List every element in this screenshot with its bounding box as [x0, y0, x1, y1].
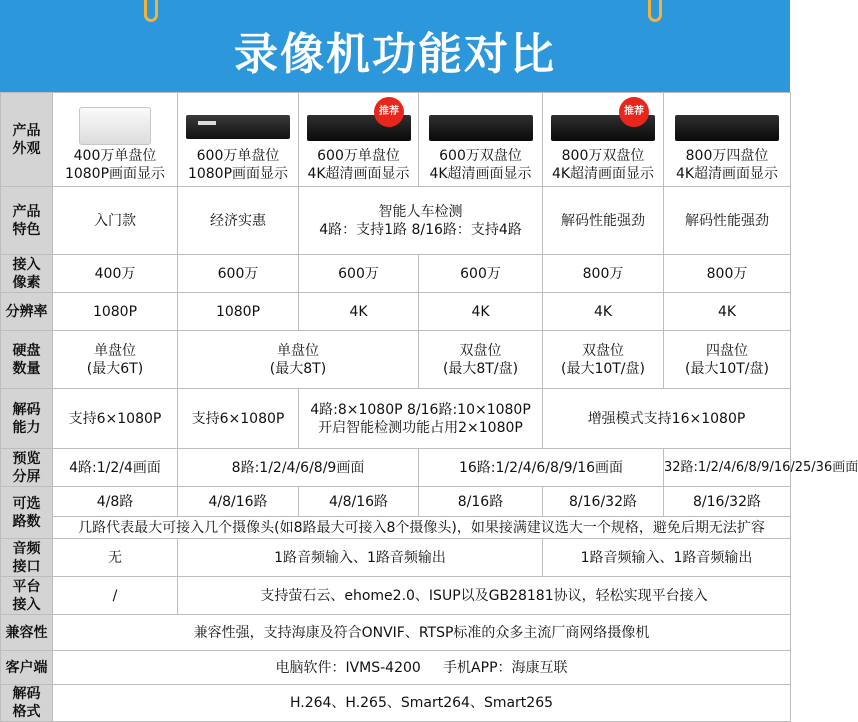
feature-cell: 经济实惠 — [178, 187, 299, 255]
product-display: 1080P画面显示 — [64, 165, 166, 182]
row-header-features: 产品 特色 — [1, 187, 53, 255]
row-codec — [1, 685, 791, 722]
resolution-cell: 1080P — [53, 293, 178, 331]
row-compat — [1, 615, 791, 651]
disk-cell: 双盘位 (最大8T/盘) — [419, 331, 543, 389]
page-title: 录像机功能对比 — [234, 29, 556, 80]
preview-cell: 32路:1/2/4/6/8/9/16/25/36画面 — [664, 449, 791, 487]
row-audio — [1, 539, 791, 577]
row-channels-note — [1, 517, 791, 539]
row-channels — [1, 487, 791, 517]
row-decode — [1, 389, 791, 449]
product-image — [178, 103, 298, 145]
pixel-cell: 400万 — [53, 255, 178, 293]
resolution-cell: 4K — [419, 293, 543, 331]
row-header-disk: 硬盘 数量 — [1, 331, 53, 389]
product-cell — [664, 93, 791, 187]
disk-cell: 四盘位 (最大10T/盘) — [664, 331, 791, 389]
pixel-cell: 600万 — [178, 255, 299, 293]
product-name: 600万双盘位 — [439, 147, 522, 164]
channel-cell: 4/8路 — [53, 487, 178, 517]
row-features — [1, 187, 791, 255]
audio-cell: 无 — [53, 539, 178, 577]
row-appearance — [1, 93, 791, 187]
audio-cell: 1路音频输入、1路音频输出 — [543, 539, 791, 577]
platform-cell: / — [53, 577, 178, 615]
row-disk — [1, 331, 791, 389]
product-image — [299, 103, 418, 145]
product-cell — [543, 93, 664, 187]
feature-cell: 智能人车检测 4路：支持1路 8/16路：支持4路 — [299, 187, 543, 255]
row-header-resolution: 分辨率 — [1, 293, 53, 331]
product-display: 4K超清画面显示 — [307, 165, 410, 182]
product-name: 800万四盘位 — [685, 147, 769, 164]
product-display: 4K超清画面显示 — [675, 165, 779, 182]
pixel-cell: 800万 — [664, 255, 791, 293]
row-pixels — [1, 255, 791, 293]
product-name: 800万双盘位 — [561, 147, 645, 164]
product-name: 600万单盘位 — [317, 147, 400, 164]
decode-cell: 支持6×1080P — [53, 389, 178, 449]
product-display: 4K超清画面显示 — [429, 165, 532, 182]
channel-cell: 4/8/16路 — [178, 487, 299, 517]
product-image — [53, 103, 177, 145]
disk-cell: 单盘位 (最大8T) — [178, 331, 419, 389]
decode-cell: 4路:8×1080P 8/16路:10×1080P 开启智能检测功能占用2×1080P — [299, 389, 543, 449]
disk-cell: 单盘位 (最大6T) — [53, 331, 178, 389]
feature-cell: 入门款 — [53, 187, 178, 255]
feature-cell: 解码性能强劲 — [543, 187, 664, 255]
pixel-cell: 600万 — [299, 255, 419, 293]
product-display: 1080P画面显示 — [187, 165, 289, 182]
hot-badge: 推荐 — [374, 97, 404, 127]
codec-cell: H.264、H.265、Smart264、Smart265 — [53, 685, 791, 722]
row-header-appearance: 产品 外观 — [1, 93, 53, 187]
preview-cell: 4路:1/2/4画面 — [53, 449, 178, 487]
pixel-cell: 600万 — [419, 255, 543, 293]
product-image — [664, 103, 790, 145]
channel-cell: 8/16路 — [419, 487, 543, 517]
channel-cell: 8/16/32路 — [664, 487, 791, 517]
compat-cell: 兼容性强，支持海康及符合ONVIF、RTSP标准的众多主流厂商网络摄像机 — [53, 615, 791, 651]
product-image — [419, 103, 542, 145]
platform-cell: 支持萤石云、ehome2.0、ISUP以及GB28181协议，轻松实现平台接入 — [178, 577, 791, 615]
product-cell — [299, 93, 419, 187]
product-name: 400万单盘位 — [73, 147, 157, 164]
row-header-pixels: 接入 像素 — [1, 255, 53, 293]
nvr-device-icon — [429, 115, 533, 141]
row-platform — [1, 577, 791, 615]
row-preview — [1, 449, 791, 487]
product-image — [543, 103, 663, 145]
row-header-codec: 解码 格式 — [1, 685, 53, 722]
comparison-table — [0, 92, 858, 722]
nvr-device-icon — [186, 115, 290, 139]
feature-cell: 解码性能强劲 — [664, 187, 791, 255]
client-cell: 电脑软件：IVMS-4200 手机APP：海康互联 — [53, 651, 791, 685]
channel-cell: 4/8/16路 — [299, 487, 419, 517]
row-client — [1, 651, 791, 685]
row-header-client: 客户端 — [1, 651, 53, 685]
resolution-cell: 4K — [299, 293, 419, 331]
channels-note: 几路代表最大可接入几个摄像头(如8路最大可接入8个摄像头)，如果接满建议选大一个规格，避免后期无法扩容 — [53, 517, 791, 539]
audio-cell: 1路音频输入、1路音频输出 — [178, 539, 543, 577]
channel-cell: 8/16/32路 — [543, 487, 664, 517]
disk-cell: 双盘位 (最大10T/盘) — [543, 331, 664, 389]
row-header-compat: 兼容性 — [1, 615, 53, 651]
product-cell — [53, 93, 178, 187]
row-header-decode: 解码 能力 — [1, 389, 53, 449]
decode-cell: 支持6×1080P — [178, 389, 299, 449]
product-cell — [419, 93, 543, 187]
nvr-device-icon — [79, 107, 151, 145]
resolution-cell: 1080P — [178, 293, 299, 331]
row-header-audio: 音频 接口 — [1, 539, 53, 577]
row-header-platform: 平台 接入 — [1, 577, 53, 615]
product-display: 4K超清画面显示 — [551, 165, 655, 182]
product-cell — [178, 93, 299, 187]
pixel-cell: 800万 — [543, 255, 664, 293]
nvr-device-icon — [675, 115, 779, 141]
row-header-channels: 可选 路数 — [1, 487, 53, 539]
product-name: 600万单盘位 — [196, 147, 280, 164]
row-resolution — [1, 293, 791, 331]
resolution-cell: 4K — [543, 293, 664, 331]
preview-cell: 8路:1/2/4/6/8/9画面 — [178, 449, 419, 487]
decode-cell: 增强模式支持16×1080P — [543, 389, 791, 449]
resolution-cell: 4K — [664, 293, 791, 331]
preview-cell: 16路:1/2/4/6/8/9/16画面 — [419, 449, 664, 487]
row-header-preview: 预览 分屏 — [1, 449, 53, 487]
hot-badge: 推荐 — [619, 97, 649, 127]
title-banner — [0, 0, 790, 92]
